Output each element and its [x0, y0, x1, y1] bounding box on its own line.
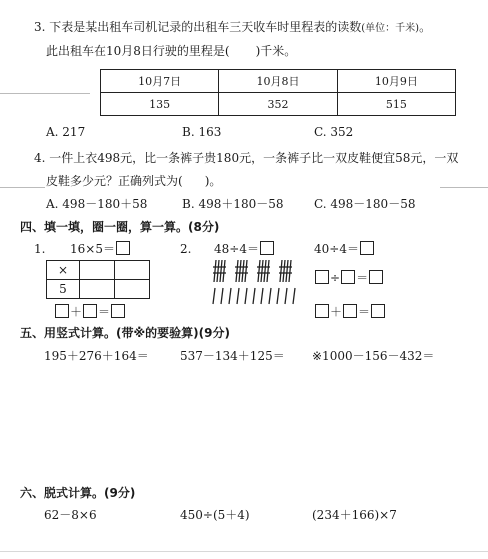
s4-problem2: [214, 241, 275, 257]
plus-sign: ＋: [330, 305, 343, 319]
table-cell: 352: [219, 93, 337, 116]
q4-option-b[interactable]: B. 498＋180－58: [182, 197, 284, 211]
q3-unit-note: (单位：千米): [361, 23, 420, 34]
table-row: [101, 93, 456, 116]
q3-option-a[interactable]: A. 217: [46, 125, 86, 139]
table-header-cell: 10月9日: [337, 70, 455, 93]
stick-bundle-icon: [235, 260, 248, 282]
q4-text-line2: [46, 173, 221, 189]
answer-box[interactable]: [111, 304, 125, 318]
section6-title: 六、脱式计算。(9分): [20, 486, 136, 500]
scan-noise: [0, 93, 90, 94]
scan-noise: [0, 551, 488, 552]
scan-noise: [440, 187, 488, 188]
divide-sign: ÷: [330, 271, 341, 285]
s4-problem3-expr: 40÷4＝: [314, 242, 359, 256]
multiplication-grid: [46, 260, 150, 299]
grid-empty-cell[interactable]: [80, 280, 115, 299]
table-row: [101, 70, 456, 93]
table-header-cell: 10月8日: [219, 70, 337, 93]
q3-text-line1: [34, 19, 431, 37]
q4-text-line1: 4. 一件上衣498元，比一条裤子贵180元，一条裤子比一双皮鞋便宜58元，一双: [34, 151, 459, 165]
plus-sign: ＋: [70, 305, 83, 319]
table-cell: 515: [337, 93, 455, 116]
answer-box[interactable]: [83, 304, 97, 318]
s6-problem-3: (234＋166)×7: [312, 508, 397, 522]
q4-option-c[interactable]: C. 498－180－58: [314, 197, 416, 211]
section4-title: 四、填一填，圈一圈，算一算。(8分): [20, 220, 220, 234]
q3-option-b[interactable]: B. 163: [182, 125, 222, 139]
answer-box[interactable]: [55, 304, 69, 318]
s4-problem1-number: 1.: [34, 242, 46, 256]
q4-question-post: )。: [204, 174, 222, 188]
table-row: [47, 261, 150, 280]
q4-option-a[interactable]: A. 498－180＋58: [46, 197, 148, 211]
q3-text-line2: [46, 43, 296, 59]
q4-question-pre: 皮鞋多少元？正确列式为(: [46, 174, 183, 188]
q3-question-post: )千米。: [255, 44, 297, 58]
table-row: [47, 280, 150, 299]
answer-box[interactable]: [343, 304, 357, 318]
s5-problem-1: 195＋276＋164＝: [44, 349, 149, 363]
q3-option-c[interactable]: C. 352: [314, 125, 354, 139]
s4-problem3: [314, 241, 375, 257]
s5-problem-3: ※1000－156－432＝: [312, 349, 435, 363]
s6-problem-2: 450÷(5＋4): [180, 508, 250, 522]
equals-sign: ＝: [356, 271, 369, 285]
s6-problem-1: 62－8×6: [44, 508, 97, 522]
answer-box[interactable]: [369, 270, 383, 284]
table-cell: 135: [101, 93, 219, 116]
table-header-cell: 10月7日: [101, 70, 219, 93]
s4-problem1-expr: 16×5＝: [70, 242, 115, 256]
loose-sticks-icon: [213, 288, 295, 304]
answer-box[interactable]: [315, 304, 329, 318]
stick-bundle-icon: [213, 260, 226, 282]
q3-stem: 3. 下表是某出租车司机记录的出租车三天收车时里程表的读数: [34, 20, 362, 34]
grid-empty-cell[interactable]: [115, 261, 150, 280]
s4-problem2-number: 2.: [180, 242, 192, 256]
answer-box[interactable]: [341, 270, 355, 284]
s4-problem3-sum: [314, 304, 386, 320]
s4-problem2-expr: 48÷4＝: [214, 242, 259, 256]
answer-box[interactable]: [116, 241, 130, 255]
bundles-of-sticks-illustration: [212, 258, 302, 306]
stick-bundle-icon: [279, 260, 292, 282]
times-cell: ×: [47, 261, 80, 280]
s5-problem-2: 537－134＋125＝: [180, 349, 285, 363]
s4-problem1-sum: [54, 304, 126, 320]
answer-box[interactable]: [260, 241, 274, 255]
answer-box[interactable]: [360, 241, 374, 255]
grid-empty-cell[interactable]: [80, 261, 115, 280]
odometer-table: [100, 69, 456, 116]
q3-stem-end: 。: [419, 20, 432, 34]
equals-sign: ＝: [358, 305, 371, 319]
stick-bundle-icon: [257, 260, 270, 282]
answer-box[interactable]: [315, 270, 329, 284]
scan-noise: [0, 187, 45, 188]
s4-problem3-division: [314, 270, 384, 286]
five-cell: 5: [47, 280, 80, 299]
q3-question-pre: 此出租车在10月8日行驶的里程是(: [46, 44, 230, 58]
answer-box[interactable]: [371, 304, 385, 318]
section5-title: 五、用竖式计算。(带※的要验算)(9分): [20, 326, 230, 340]
grid-empty-cell[interactable]: [115, 280, 150, 299]
s4-problem1: [70, 241, 131, 257]
equals-sign: ＝: [98, 305, 111, 319]
